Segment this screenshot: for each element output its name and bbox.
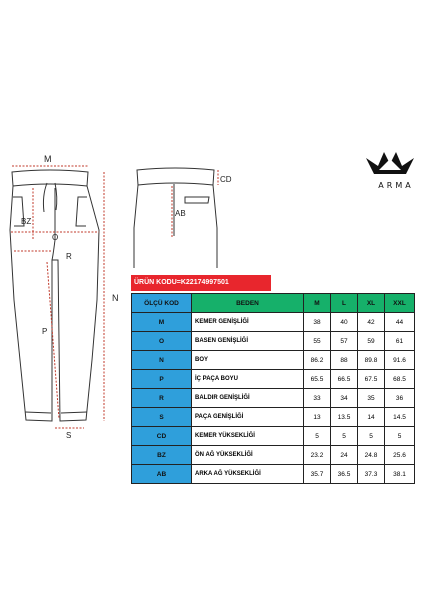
measure-value: 36.5 <box>331 465 358 484</box>
measure-name: BOY <box>192 351 304 370</box>
measure-name: ARKA AĞ YÜKSEKLİĞİ <box>192 465 304 484</box>
measure-value: 38 <box>304 313 331 332</box>
header-xxl: XXL <box>385 294 415 313</box>
front-pants-drawing <box>10 154 119 440</box>
dim-label-p: P <box>42 327 48 336</box>
measure-value: 91.6 <box>385 351 415 370</box>
measure-name: BALDIR GENİŞLİĞİ <box>192 389 304 408</box>
measure-name: KEMER GENİŞLİĞİ <box>192 313 304 332</box>
measure-value: 5 <box>304 427 331 446</box>
measure-name: İÇ PAÇA BOYU <box>192 370 304 389</box>
dim-label-m: M <box>44 154 52 164</box>
measure-name: KEMER YÜKSEKLİĞİ <box>192 427 304 446</box>
header-size: BEDEN <box>192 294 304 313</box>
measure-value: 40 <box>331 313 358 332</box>
dim-label-o: O <box>52 233 59 242</box>
measure-value: 61 <box>385 332 415 351</box>
table-row <box>132 313 415 332</box>
measure-name: BASEN GENİŞLİĞİ <box>192 332 304 351</box>
dim-label-ab: AB <box>175 209 186 218</box>
measure-value: 35 <box>358 389 385 408</box>
dim-label-n: N <box>112 293 119 303</box>
brand-name: ARMA <box>378 181 414 190</box>
header-m: M <box>304 294 331 313</box>
measure-value: 13.5 <box>331 408 358 427</box>
crown-wing-logo-icon <box>366 152 414 174</box>
size-table <box>131 293 415 484</box>
dim-label-r: R <box>66 252 72 261</box>
measure-value: 57 <box>331 332 358 351</box>
dim-label-cd: CD <box>220 175 232 184</box>
measure-value: 13 <box>304 408 331 427</box>
measure-value: 35.7 <box>304 465 331 484</box>
measure-code: S <box>132 408 192 427</box>
measure-code: N <box>132 351 192 370</box>
product-code-bar: ÜRÜN KODU=K22174997501 <box>131 275 271 291</box>
header-l: L <box>331 294 358 313</box>
measure-value: 37.3 <box>358 465 385 484</box>
measure-name: PAÇA GENİŞLİĞİ <box>192 408 304 427</box>
table-row <box>132 332 415 351</box>
measure-value: 14.5 <box>385 408 415 427</box>
measure-value: 23.2 <box>304 446 331 465</box>
measure-value: 55 <box>304 332 331 351</box>
measure-value: 34 <box>331 389 358 408</box>
measure-value: 36 <box>385 389 415 408</box>
table-row <box>132 446 415 465</box>
measure-value: 24.8 <box>358 446 385 465</box>
measure-value: 44 <box>385 313 415 332</box>
measure-value: 67.5 <box>358 370 385 389</box>
measure-code: BZ <box>132 446 192 465</box>
measure-code: P <box>132 370 192 389</box>
measure-value: 88 <box>331 351 358 370</box>
back-pants-drawing <box>134 168 232 268</box>
measure-value: 14 <box>358 408 385 427</box>
measure-value: 66.5 <box>331 370 358 389</box>
table-row <box>132 465 415 484</box>
measure-value: 59 <box>358 332 385 351</box>
measure-value: 86.2 <box>304 351 331 370</box>
measure-value: 25.6 <box>385 446 415 465</box>
measure-value: 24 <box>331 446 358 465</box>
table-row <box>132 351 415 370</box>
measure-code: O <box>132 332 192 351</box>
measure-value: 89.8 <box>358 351 385 370</box>
measure-value: 5 <box>331 427 358 446</box>
measure-value: 33 <box>304 389 331 408</box>
measure-value: 65.5 <box>304 370 331 389</box>
measure-code: AB <box>132 465 192 484</box>
header-code: ÖLÇÜ KOD <box>132 294 192 313</box>
table-row <box>132 389 415 408</box>
size-table-header <box>132 294 415 313</box>
header-xl: XL <box>358 294 385 313</box>
measure-value: 68.5 <box>385 370 415 389</box>
measure-code: R <box>132 389 192 408</box>
size-table-body <box>132 313 415 484</box>
dim-label-bz: BZ <box>21 217 32 226</box>
dim-label-s: S <box>66 431 72 440</box>
measure-code: CD <box>132 427 192 446</box>
table-row <box>132 408 415 427</box>
measure-value: 42 <box>358 313 385 332</box>
measure-value: 5 <box>358 427 385 446</box>
measure-value: 5 <box>385 427 415 446</box>
table-row <box>132 370 415 389</box>
table-row <box>132 427 415 446</box>
measure-code: M <box>132 313 192 332</box>
measure-name: ÖN AĞ YÜKSEKLİĞİ <box>192 446 304 465</box>
measure-value: 38.1 <box>385 465 415 484</box>
